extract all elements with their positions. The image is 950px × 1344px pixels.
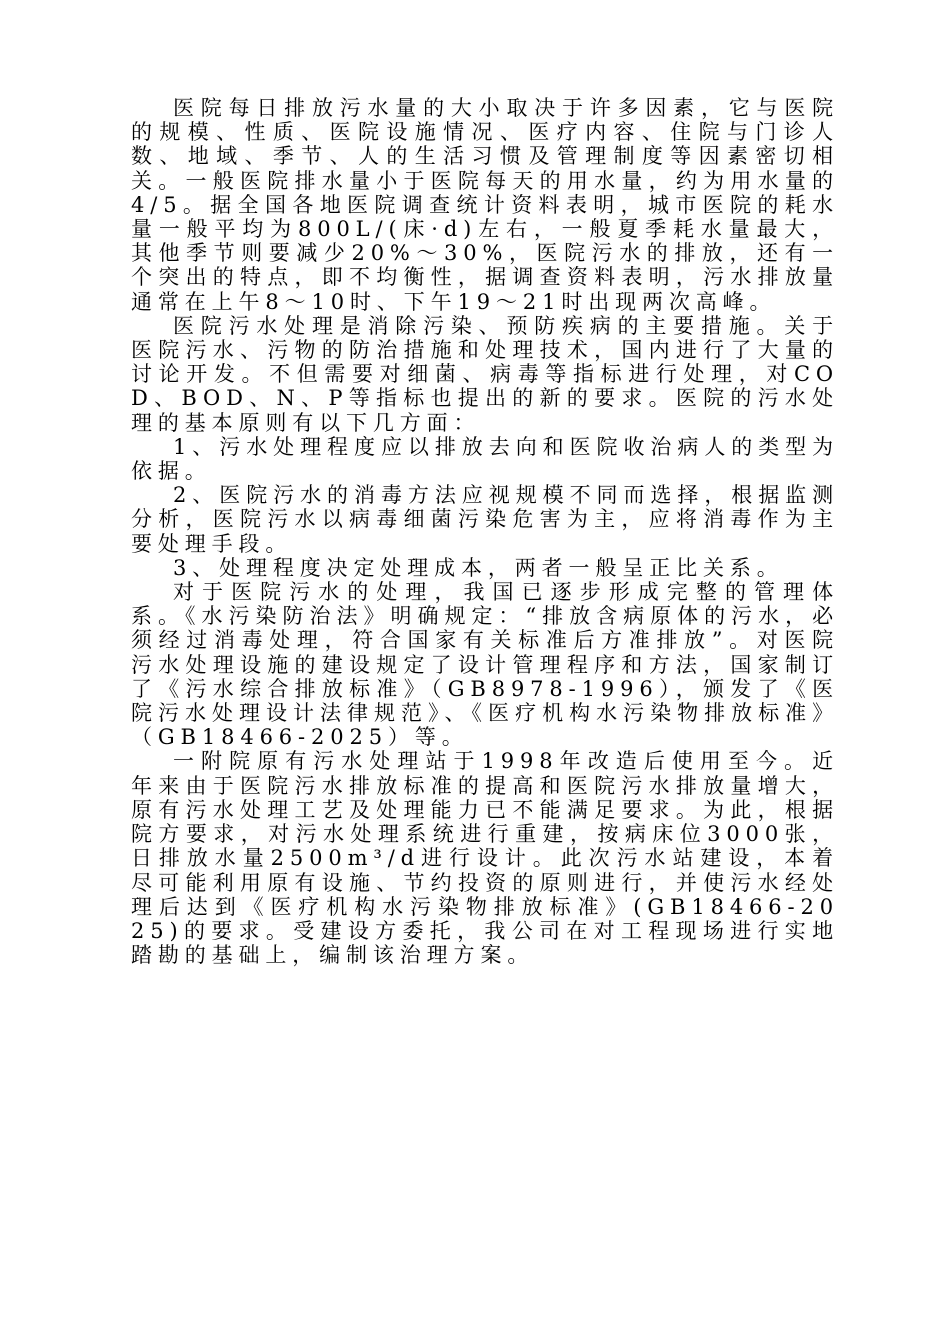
paragraph-management-system: 对于医院污水的处理，我国已逐步形成完整的管理体系。《水污染防治法》明确规定：“排放含病原体的污水，必须经过消毒处理，符合国家有关标准后方准排放”。对医院污水处理设施的建设规定了设计管理程序和方法，国家制订了《污水综合排放标准》（GB8978-1996），颁发了《医院污水处理设计法律规范》、《医疗机构水污染物排放标准》（GB18466-2025）等。 (131, 580, 839, 750)
paragraph-principle-1: 1、污水处理程度应以排放去向和医院收治病人的类型为依据。 (131, 434, 839, 484)
paragraph-treatment-principles: 医院污水处理是消除污染、预防疾病的主要措施。关于医院污水、污物的防治措施和处理技术，国内进行了大量的讨论开发。不但需要对细菌、病毒等指标进行处理，对COD、BOD、N、P等指标也提出的新的要求。医院的污水处理的基本原则有以下几方面： (131, 313, 839, 435)
paragraph-discharge-volume: 医院每日排放污水量的大小取决于许多因素，它与医院的规模、性质、医院设施情况、医疗内容、住院与门诊人数、地域、季节、人的生活习惯及管理制度等因素密切相关。一般医院排水量小于医院每天的用水量，约为用水量的4/5。据全国各地医院调查统计资料表明，城市医院的耗水量一般平均为800L/(床·d)左右，一般夏季耗水量最大，其他季节则要减少20%～30%，医院污水的排放，还有一个突出的特点，即不均衡性，据调查资料表明，污水排放量通常在上午8～10时、下午19～21时出现两次高峰。 (131, 96, 839, 314)
paragraph-principle-2: 2、医院污水的消毒方法应视规模不同而选择，根据监测分析，医院污水以病毒细菌污染危害为主，应将消毒作为主要处理手段。 (131, 483, 839, 556)
document-page (131, 96, 839, 967)
paragraph-project-background: 一附院原有污水处理站于1998年改造后使用至今。近年来由于医院污水排放标准的提高和医院污水排放量增大，原有污水处理工艺及处理能力已不能满足要求。为此，根据院方要求，对污水处理系统进行重建，按病床位3000张，日排放水量2500m³/d进行设计。此次污水站建设，本着尽可能利用原有设施、节约投资的原则进行，并使污水经处理后达到《医疗机构水污染物排放标准》(GB18466-2025)的要求。受建设方委托，我公司在对工程现场进行实地踏勘的基础上，编制该治理方案。 (131, 749, 839, 968)
paragraph-principle-3: 3、处理程度决定处理成本，两者一般呈正比关系。 (173, 555, 784, 580)
